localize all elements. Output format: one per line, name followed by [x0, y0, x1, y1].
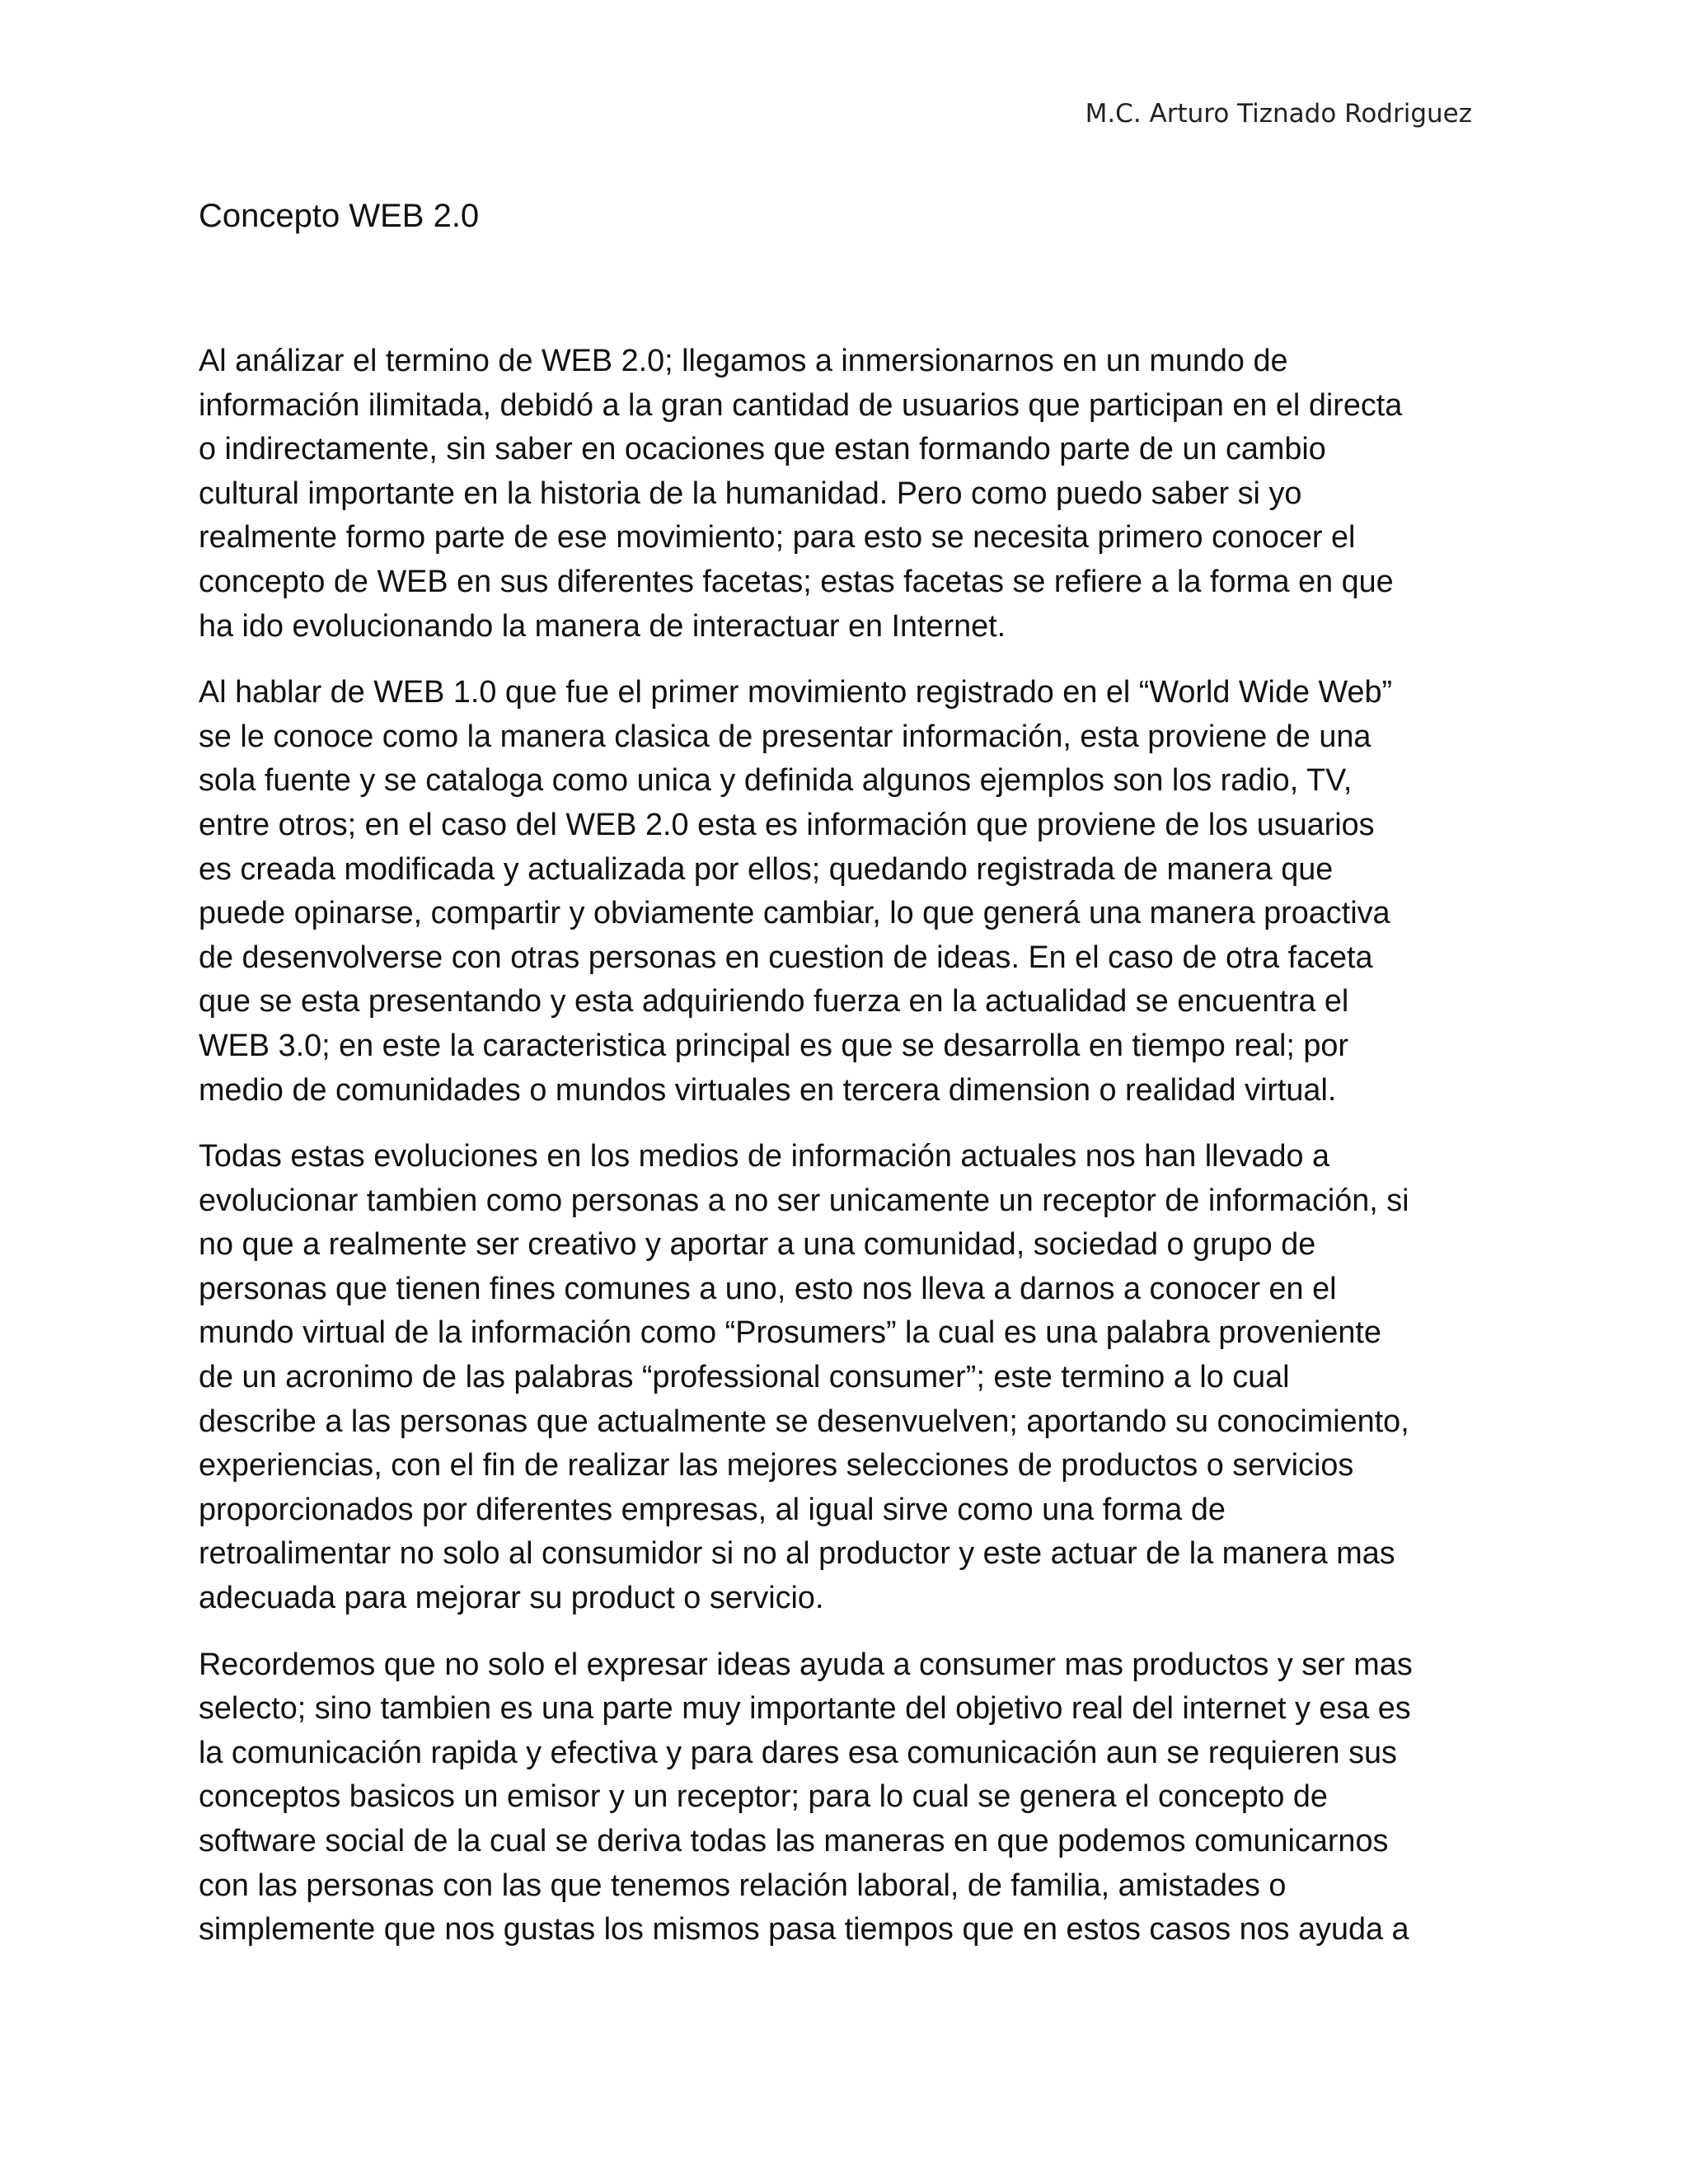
text-line: Recordemos que no solo el expresar ideas ayuda a consumer mas productos y ser mas [199, 1647, 1413, 1682]
text-line: Al hablar de WEB 1.0 que fue el primer movimiento registrado en el “World Wide Web” [199, 675, 1393, 710]
text-line: Al análizar el termino de WEB 2.0; llegamos a inmersionarnos en un mundo de [199, 344, 1288, 378]
text-line: de desenvolverse con otras personas en cuestion de ideas. En el caso de otra faceta [199, 940, 1373, 975]
document-title: Concepto WEB 2.0 [199, 198, 480, 234]
text-line: medio de comunidades o mundos virtuales en tercera dimension o realidad virtual. [199, 1072, 1337, 1108]
text-line: puede opinarse, compartir y obviamente cambiar, lo que generá una manera proactiva [199, 896, 1390, 931]
text-line: describe a las personas que actualmente se desenvuelven; aportando su conocimiento, [199, 1404, 1409, 1439]
paragraph-4 [199, 1643, 1501, 1952]
text-line: es creada modificada y actualizada por ellos; quedando registrada de manera que [199, 851, 1334, 887]
text-line: realmente formo parte de ese movimiento; para esto se necesita primero conocer el [199, 520, 1356, 555]
paragraph-3 [199, 1135, 1501, 1621]
text-line: personas que tienen fines comunes a uno, esto nos lleva a darnos a conocer en el [199, 1271, 1337, 1306]
text-line: cultural importante en la historia de la humanidad. Pero como puedo saber si yo [199, 476, 1302, 511]
text-line: conceptos basicos un emisor y un receptor; para lo cual se genera el concepto de [199, 1779, 1328, 1815]
paragraph-2 [199, 671, 1501, 1113]
paragraph-1 [199, 340, 1501, 649]
text-line: mundo virtual de la información como “Prosumers” la cual es una palabra proveniente [199, 1315, 1381, 1351]
text-line: la comunicación rapida y efectiva y para dares esa comunicación aun se requieren sus [199, 1735, 1397, 1770]
text-line: o indirectamente, sin saber en ocaciones que estan formando parte de un cambio [199, 432, 1326, 467]
text-line: WEB 3.0; en este la caracteristica principal es que se desarrolla en tiempo real; por [199, 1028, 1348, 1063]
text-line: de un acronimo de las palabras “professional consumer”; este termino a lo cual [199, 1360, 1290, 1395]
text-line: simplemente que nos gustas los mismos pasa tiempos que en estos casos nos ayuda a [199, 1912, 1409, 1947]
text-line: concepto de WEB en sus diferentes facetas; estas facetas se refiere a la forma en que [199, 564, 1394, 599]
document-body [199, 340, 1501, 1975]
text-line: se le conoce como la manera clasica de presentar información, esta proviene de una [199, 719, 1372, 754]
text-line: no que a realmente ser creativo y aportar a una comunidad, sociedad o grupo de [199, 1227, 1316, 1263]
text-line: software social de la cual se deriva todas las maneras en que podemos comunicarnos [199, 1824, 1389, 1858]
text-line: con las personas con las que tenemos relación laboral, de familia, amistades o [199, 1868, 1287, 1903]
text-line: experiencias, con el fin de realizar las mejores selecciones de productos o servicios [199, 1448, 1354, 1483]
text-line: Todas estas evoluciones en los medios de información actuales nos han llevado a [199, 1139, 1330, 1174]
text-line: proporcionados por diferentes empresas, al igual sirve como una forma de [199, 1492, 1226, 1527]
text-line: retroalimentar no solo al consumidor si no al productor y este actuar de la manera mas [199, 1536, 1395, 1572]
author-header: M.C. Arturo Tiznado Rodriguez [1085, 99, 1472, 129]
text-line: adecuada para mejorar su product o servicio. [199, 1581, 824, 1616]
text-line: que se esta presentando y esta adquiriendo fuerza en la actualidad se encuentra el [199, 984, 1349, 1019]
text-line: ha ido evolucionando la manera de interactuar en Internet. [199, 608, 1006, 644]
text-line: selecto; sino tambien es una parte muy importante del objetivo real del internet y esa es [199, 1691, 1411, 1727]
text-line: sola fuente y se cataloga como unica y definida algunos ejemplos son los radio, TV, [199, 763, 1353, 799]
text-line: entre otros; en el caso del WEB 2.0 esta es información que proviene de los usuarios [199, 807, 1375, 842]
text-line: evolucionar tambien como personas a no ser unicamente un receptor de información, si [199, 1183, 1409, 1218]
text-line: información ilimitada, debidó a la gran cantidad de usuarios que participan en el directa [199, 387, 1403, 423]
